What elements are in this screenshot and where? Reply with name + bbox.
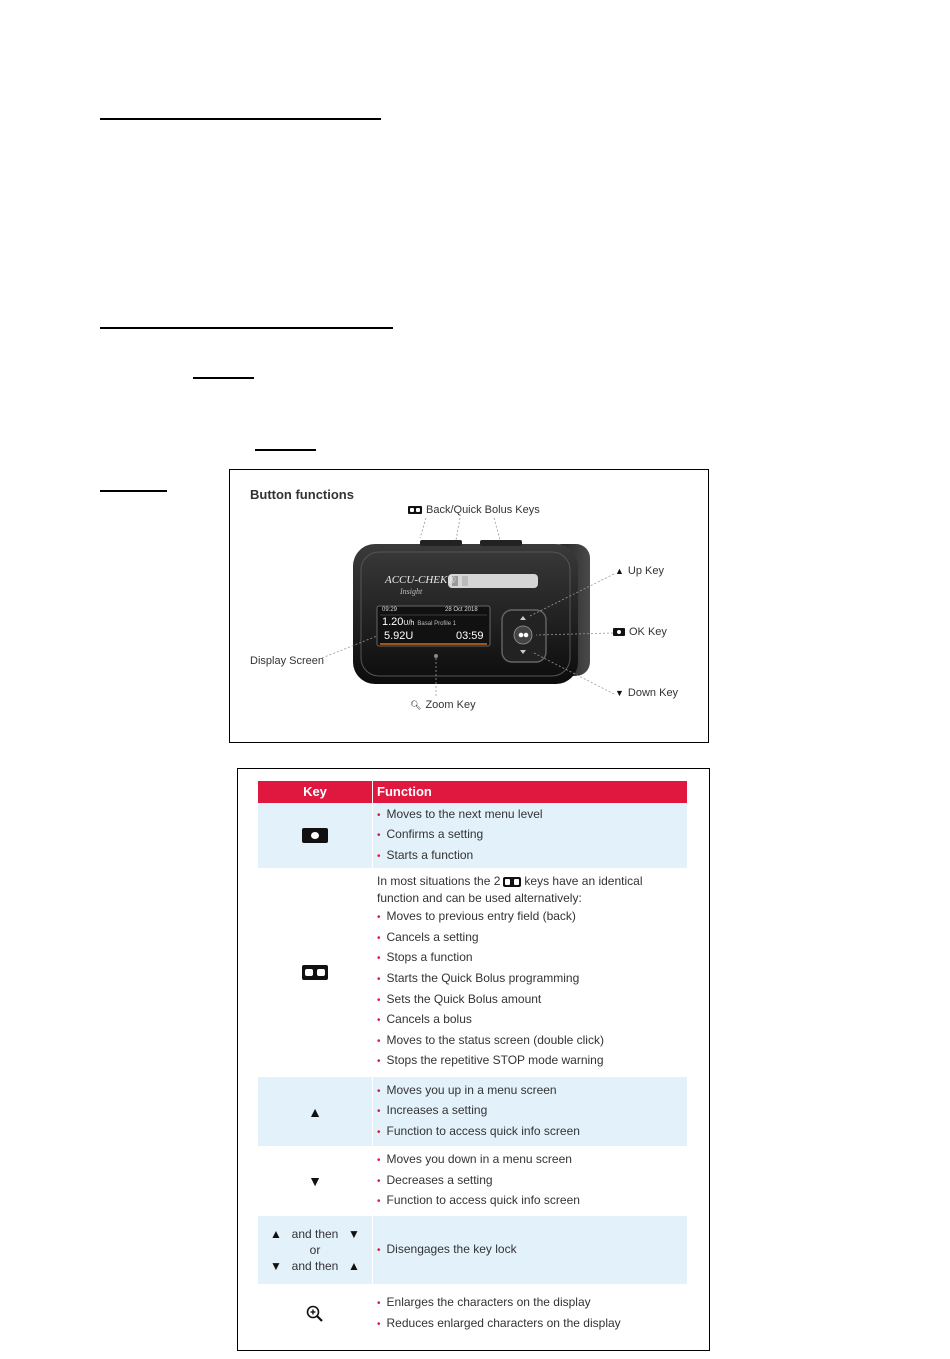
function-item: • Moves you up in a menu screen — [377, 1081, 683, 1102]
back-quick-bolus-keys-icon — [408, 506, 422, 514]
basal-rate-value: 1.20 — [382, 616, 404, 628]
function-item: • Stops the repetitive STOP mode warning — [377, 1051, 683, 1072]
heading-underline-5 — [100, 490, 167, 492]
basal-profile-name: Basal Profile 1 — [417, 621, 457, 627]
function-item: • Cancels a bolus — [377, 1010, 683, 1031]
key-cell — [258, 803, 373, 868]
down-triangle-icon: ▼ — [615, 688, 624, 698]
down-triangle-icon: ▼ — [270, 1259, 282, 1273]
device-date: 28 Oct 2018 — [445, 607, 478, 613]
function-item: • Enlarges the characters on the display — [377, 1293, 683, 1314]
function-item: • Reduces enlarged characters on the display — [377, 1314, 683, 1335]
callout-label: Up Key — [627, 565, 664, 577]
function-cell — [373, 868, 687, 1077]
function-item: • Function to access quick info screen — [377, 1122, 683, 1143]
function-item: • Confirms a setting — [377, 825, 683, 846]
device-remaining-time: 03:59 — [456, 630, 484, 642]
table-row — [258, 868, 687, 1077]
callout-down-key — [615, 687, 678, 699]
function-item: • Moves to previous entry field (back) — [377, 907, 683, 928]
heading-underline-3 — [193, 377, 254, 379]
key-combination — [266, 1227, 364, 1273]
down-key-icon: ▼ — [308, 1173, 322, 1189]
table-row — [258, 1216, 687, 1284]
table-row — [258, 1077, 687, 1146]
table-row — [258, 1284, 687, 1344]
function-item: • Stops a function — [377, 948, 683, 969]
key-cell — [258, 1146, 373, 1216]
callout-up-key — [615, 565, 664, 577]
function-cell — [373, 1216, 687, 1284]
function-cell — [373, 1284, 687, 1344]
heading-underline-1 — [100, 118, 381, 120]
back-key-top — [420, 540, 462, 546]
key-function-table — [258, 781, 687, 1344]
device-reservoir: 5.92U — [384, 630, 414, 642]
key-function-figure — [237, 768, 710, 1351]
quick-bolus-key-top — [480, 540, 522, 546]
callout-ok-key — [613, 626, 667, 638]
function-item: • Function to access quick info screen — [377, 1191, 683, 1212]
function-item: • Sets the Quick Bolus amount — [377, 990, 683, 1011]
callout-label: Display Screen — [250, 655, 324, 667]
key-column-header: Key — [258, 781, 373, 803]
function-item: • Moves to the status screen (double click) — [377, 1031, 683, 1052]
back-quick-bolus-keys-icon — [503, 877, 521, 887]
function-item: • Moves you down in a menu screen — [377, 1150, 683, 1171]
function-cell — [373, 1146, 687, 1216]
function-intro-line2: function and can be used alternatively: — [377, 891, 582, 906]
down-triangle-icon: ▼ — [348, 1227, 360, 1241]
up-triangle-icon: ▲ — [270, 1227, 282, 1241]
basal-rate-unit: U/h — [403, 620, 415, 627]
ok-key-icon — [613, 628, 625, 636]
device-brand: ACCU-CHEK® — [385, 574, 456, 586]
callout-label: OK Key — [629, 626, 667, 638]
and-then-label: and then — [291, 1227, 339, 1241]
function-item: • Increases a setting — [377, 1101, 683, 1122]
ok-key-icon — [302, 828, 328, 843]
key-cell — [258, 1216, 373, 1284]
table-row — [258, 1146, 687, 1216]
function-item: • Moves to the next menu level — [377, 805, 683, 826]
heading-underline-4 — [255, 449, 316, 451]
key-cell — [258, 868, 373, 1077]
function-item: • Starts a function — [377, 846, 683, 867]
device-time: 09:29 — [382, 607, 398, 613]
function-cell — [373, 803, 687, 868]
function-item: • Starts the Quick Bolus programming — [377, 969, 683, 990]
callout-back-quick-bolus — [408, 504, 540, 516]
key-cell — [258, 1284, 373, 1344]
up-key-icon: ▲ — [308, 1103, 322, 1120]
heading-underline-2 — [100, 327, 393, 329]
zoom-icon: 🔍︎ — [410, 699, 422, 710]
callout-zoom-key — [410, 699, 476, 711]
callout-label: Zoom Key — [425, 699, 476, 711]
function-cell — [373, 1077, 687, 1146]
table-header — [258, 781, 687, 803]
callout-label: Back/Quick Bolus Keys — [426, 504, 540, 516]
function-item: • Disengages the key lock — [377, 1240, 683, 1261]
callout-display-screen — [250, 655, 324, 667]
button-functions-figure — [229, 469, 709, 743]
key-cell — [258, 1077, 373, 1146]
function-intro — [377, 873, 683, 890]
up-triangle-icon: ▲ — [615, 566, 624, 576]
intro-text: In most situations the 2 — [377, 874, 501, 889]
callout-label: Down Key — [627, 687, 679, 699]
device-basal-rate — [382, 616, 456, 628]
back-quick-bolus-keys-icon — [302, 965, 328, 980]
zoom-key-icon — [306, 1305, 324, 1323]
function-item: • Decreases a setting — [377, 1171, 683, 1192]
function-item: • Cancels a setting — [377, 928, 683, 949]
figure-title: Button functions — [250, 487, 354, 502]
up-triangle-icon: ▲ — [348, 1259, 360, 1273]
function-column-header: Function — [377, 784, 432, 799]
or-label: or — [309, 1243, 321, 1257]
and-then-label: and then — [291, 1259, 339, 1273]
table-row — [258, 803, 687, 868]
device-model: Insight — [400, 587, 423, 596]
intro-text: keys have an identical — [524, 874, 643, 889]
